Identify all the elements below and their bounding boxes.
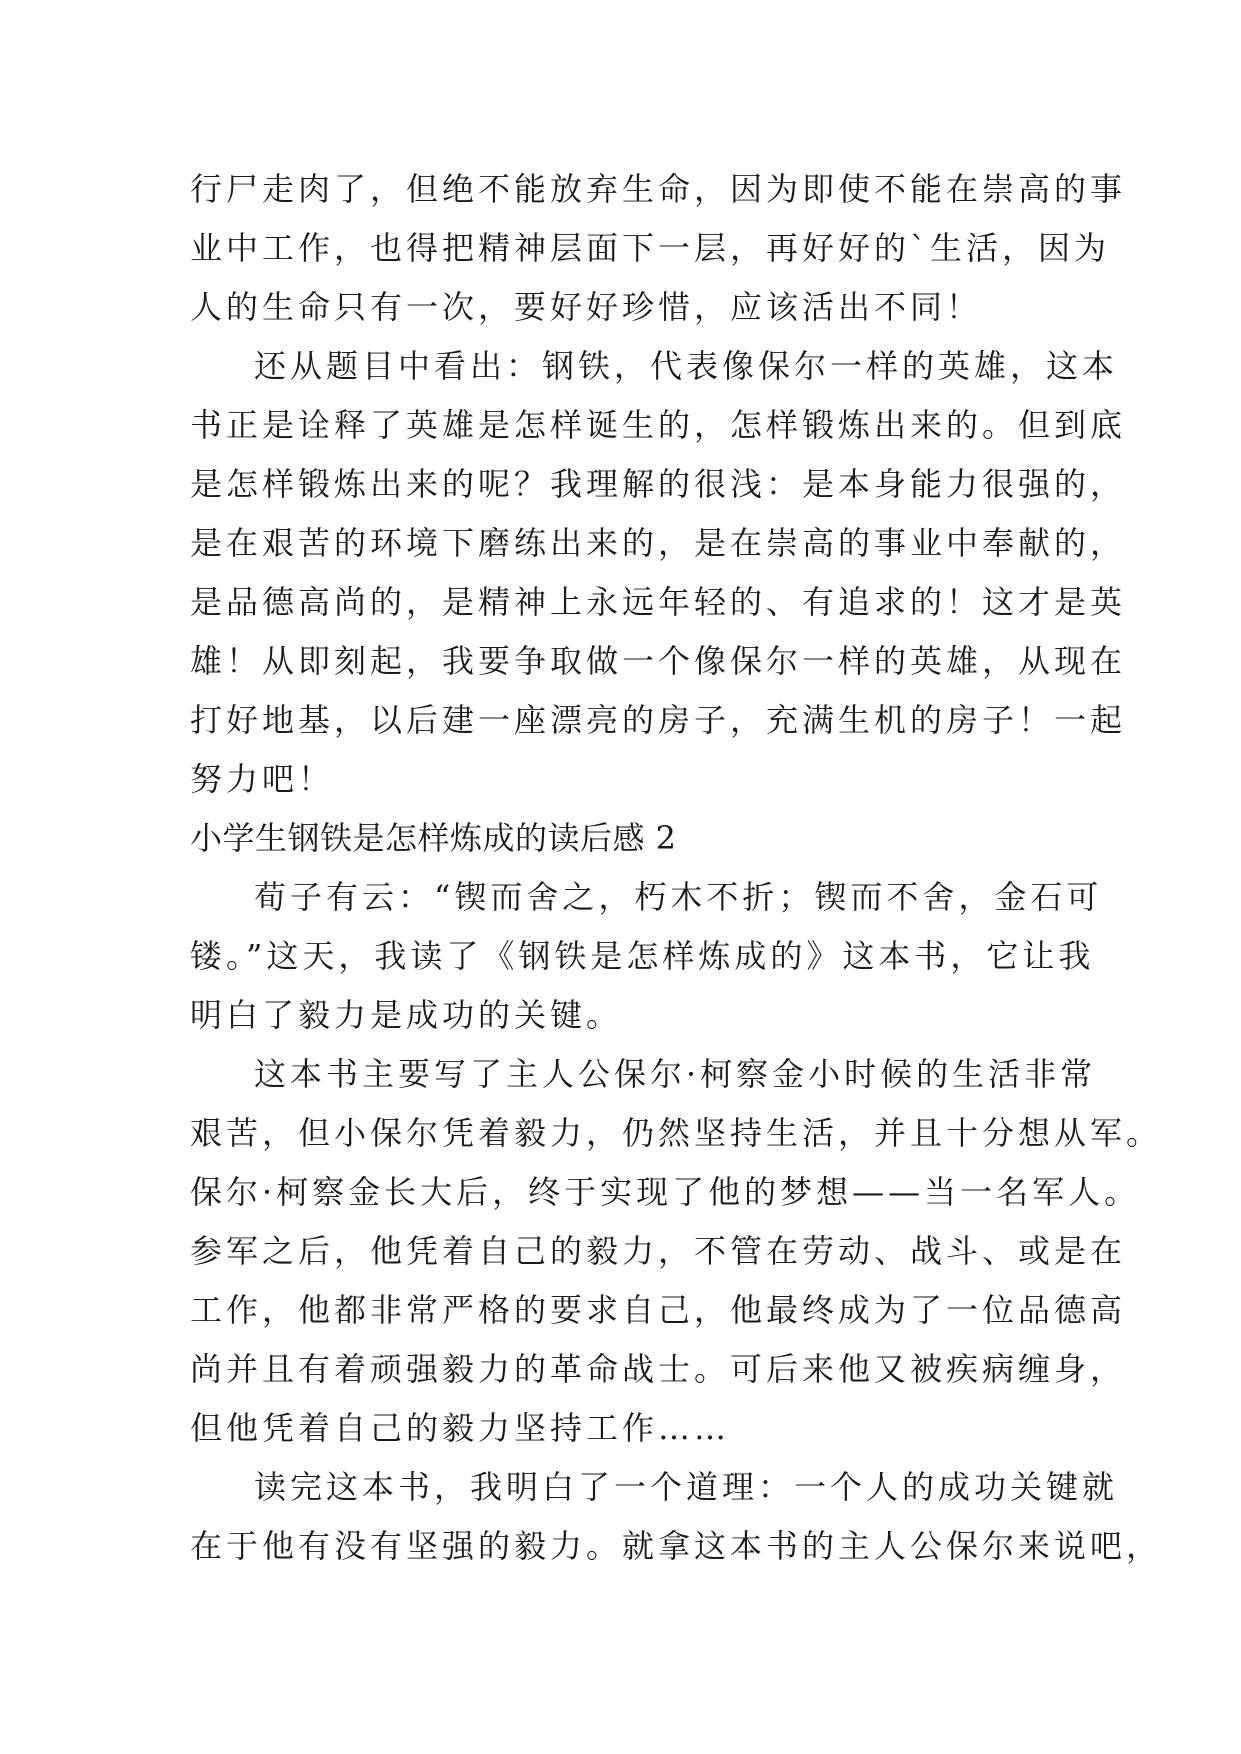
body-text-line: 人的生命只有一次，要好好珍惜，应该活出不同！: [190, 288, 983, 326]
body-text-line: 参军之后，他凭着自己的毅力，不管在劳动、战斗、或是在: [190, 1232, 1127, 1270]
body-text-line: 是怎样锻炼出来的呢？我理解的很浅：是本身能力很强的，: [190, 465, 1127, 503]
body-text-line: 艰苦，但小保尔凭着毅力，仍然坚持生活，并且十分想从军。: [190, 1114, 1163, 1152]
body-text-line: 尚并且有着顽强毅力的革命战士。可后来他又被疾病缠身，: [190, 1350, 1127, 1388]
body-text-line: 工作，他都非常严格的要求自己，他最终成为了一位品德高: [190, 1291, 1127, 1329]
body-text-line: 保尔·柯察金长大后，终于实现了他的梦想——当一名军人。: [190, 1173, 1141, 1211]
body-text-line: 还从题目中看出：钢铁，代表像保尔一样的英雄，这本: [254, 347, 1119, 385]
document-page: [190, 160, 1163, 1576]
body-text-line: 是品德高尚的，是精神上永远年轻的、有追求的！这才是英: [190, 583, 1127, 621]
body-text-line: 书正是诠释了英雄是怎样诞生的，怎样锻炼出来的。但到底: [190, 406, 1127, 444]
body-text-line: 是在艰苦的环境下磨练出来的，是在崇高的事业中奉献的，: [190, 524, 1127, 562]
body-text-line: 努力吧！: [190, 760, 335, 798]
body-text-line: 读完这本书，我明白了一个道理：一个人的成功关键就: [254, 1468, 1119, 1506]
section-heading: 小学生钢铁是怎样炼成的读后感 2: [190, 819, 677, 857]
body-text-line: 明白了毅力是成功的关键。: [190, 996, 623, 1034]
body-text-line: 在于他有没有坚强的毅力。就拿这本书的主人公保尔来说吧，: [190, 1527, 1163, 1565]
body-text-line: 行尸走肉了，但绝不能放弃生命，因为即使不能在崇高的事: [190, 170, 1127, 208]
body-text-line: 但他凭着自己的毅力坚持工作……: [190, 1409, 731, 1447]
body-text-line: 荀子有云：“锲而舍之，朽木不折；锲而不舍，金石可: [254, 878, 1103, 916]
body-text-line: 这本书主要写了主人公保尔·柯察金小时候的生活非常: [254, 1055, 1097, 1093]
body-text-line: 打好地基，以后建一座漂亮的房子，充满生机的房子！一起: [190, 701, 1127, 739]
body-text-line: 镂。”这天，我读了《钢铁是怎样炼成的》这本书，它让我: [190, 937, 1095, 975]
body-text-line: 雄！从即刻起，我要争取做一个像保尔一样的英雄，从现在: [190, 642, 1127, 680]
body-text-line: 业中工作，也得把精神层面下一层，再好好的`生活，因为: [190, 229, 1111, 267]
